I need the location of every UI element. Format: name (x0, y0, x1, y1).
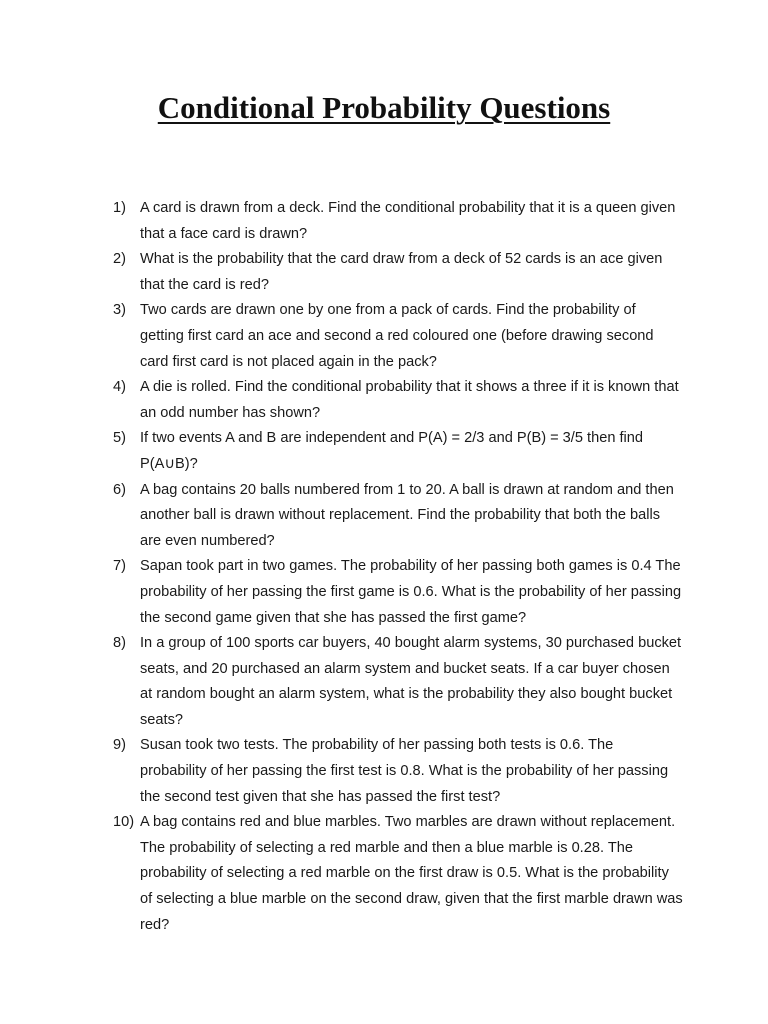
question-text: If two events A and B are independent and P(A) = 2/3 and P(B) = 3/5 then find P(A∪B)? (140, 430, 644, 472)
question-item-10 (113, 810, 683, 938)
question-number: 9) (113, 737, 126, 754)
question-text: A card is drawn from a deck. Find the conditional probability that it is a queen given that a face card is drawn? (140, 200, 676, 242)
page-title: Conditional Probability Questions (157, 90, 611, 125)
question-item-4 (113, 375, 683, 426)
question-item-1 (113, 196, 683, 247)
question-item-8 (113, 631, 683, 733)
question-number: 3) (113, 302, 126, 319)
question-text: In a group of 100 sports car buyers, 40 bought alarm systems, 30 purchased bucket seats, and 20 purchased an alarm system and bucket seats. If a car buyer chosen at random bought an alarm system, what is the probability they also bought bucket seats? (140, 635, 682, 728)
question-list (113, 196, 683, 938)
question-number: 5) (113, 430, 126, 447)
question-number: 8) (113, 635, 126, 652)
question-number: 7) (113, 558, 126, 575)
question-number: 1) (113, 200, 126, 216)
question-item-2 (113, 247, 683, 298)
question-number: 4) (113, 379, 126, 396)
question-item-5 (113, 426, 683, 477)
question-item-9 (113, 733, 683, 810)
question-item-7 (113, 554, 683, 631)
question-text: A die is rolled. Find the conditional probability that it shows a three if it is known that an odd number has shown? (140, 379, 679, 421)
question-number: 10) (113, 814, 135, 831)
question-item-6 (113, 478, 683, 555)
question-number: 6) (113, 481, 126, 498)
question-text: Two cards are drawn one by one from a pack of cards. Find the probability of getting first card an ace and second a red coloured one (before drawing second card first card is not placed again in the pack? (140, 302, 654, 370)
question-item-3 (113, 298, 683, 375)
question-text: What is the probability that the card draw from a deck of 52 cards is an ace given that the card is red? (140, 251, 663, 293)
question-text: A bag contains red and blue marbles. Two marbles are drawn without replacement. The probability of selecting a red marble and then a blue marble is 0.28. The probability of selecting a red marble on the first draw is 0.5. What is the probability of selecting a blue marble on the second draw, given that the first marble drawn was red? (140, 814, 683, 933)
question-text: A bag contains 20 balls numbered from 1 to 20. A ball is drawn at random and then another ball is drawn without replacement. Find the probability that both the balls are even numbered? (140, 481, 674, 549)
question-number: 2) (113, 251, 126, 268)
question-text: Sapan took part in two games. The probability of her passing both games is 0.4 The probability of her passing the first game is 0.6. What is the probability of her passing the second game given that she has passed the first game? (140, 558, 682, 626)
question-text: Susan took two tests. The probability of her passing both tests is 0.6. The probability of her passing the first test is 0.8. What is the probability of her passing the second test given that she has passed the first test? (140, 737, 669, 805)
